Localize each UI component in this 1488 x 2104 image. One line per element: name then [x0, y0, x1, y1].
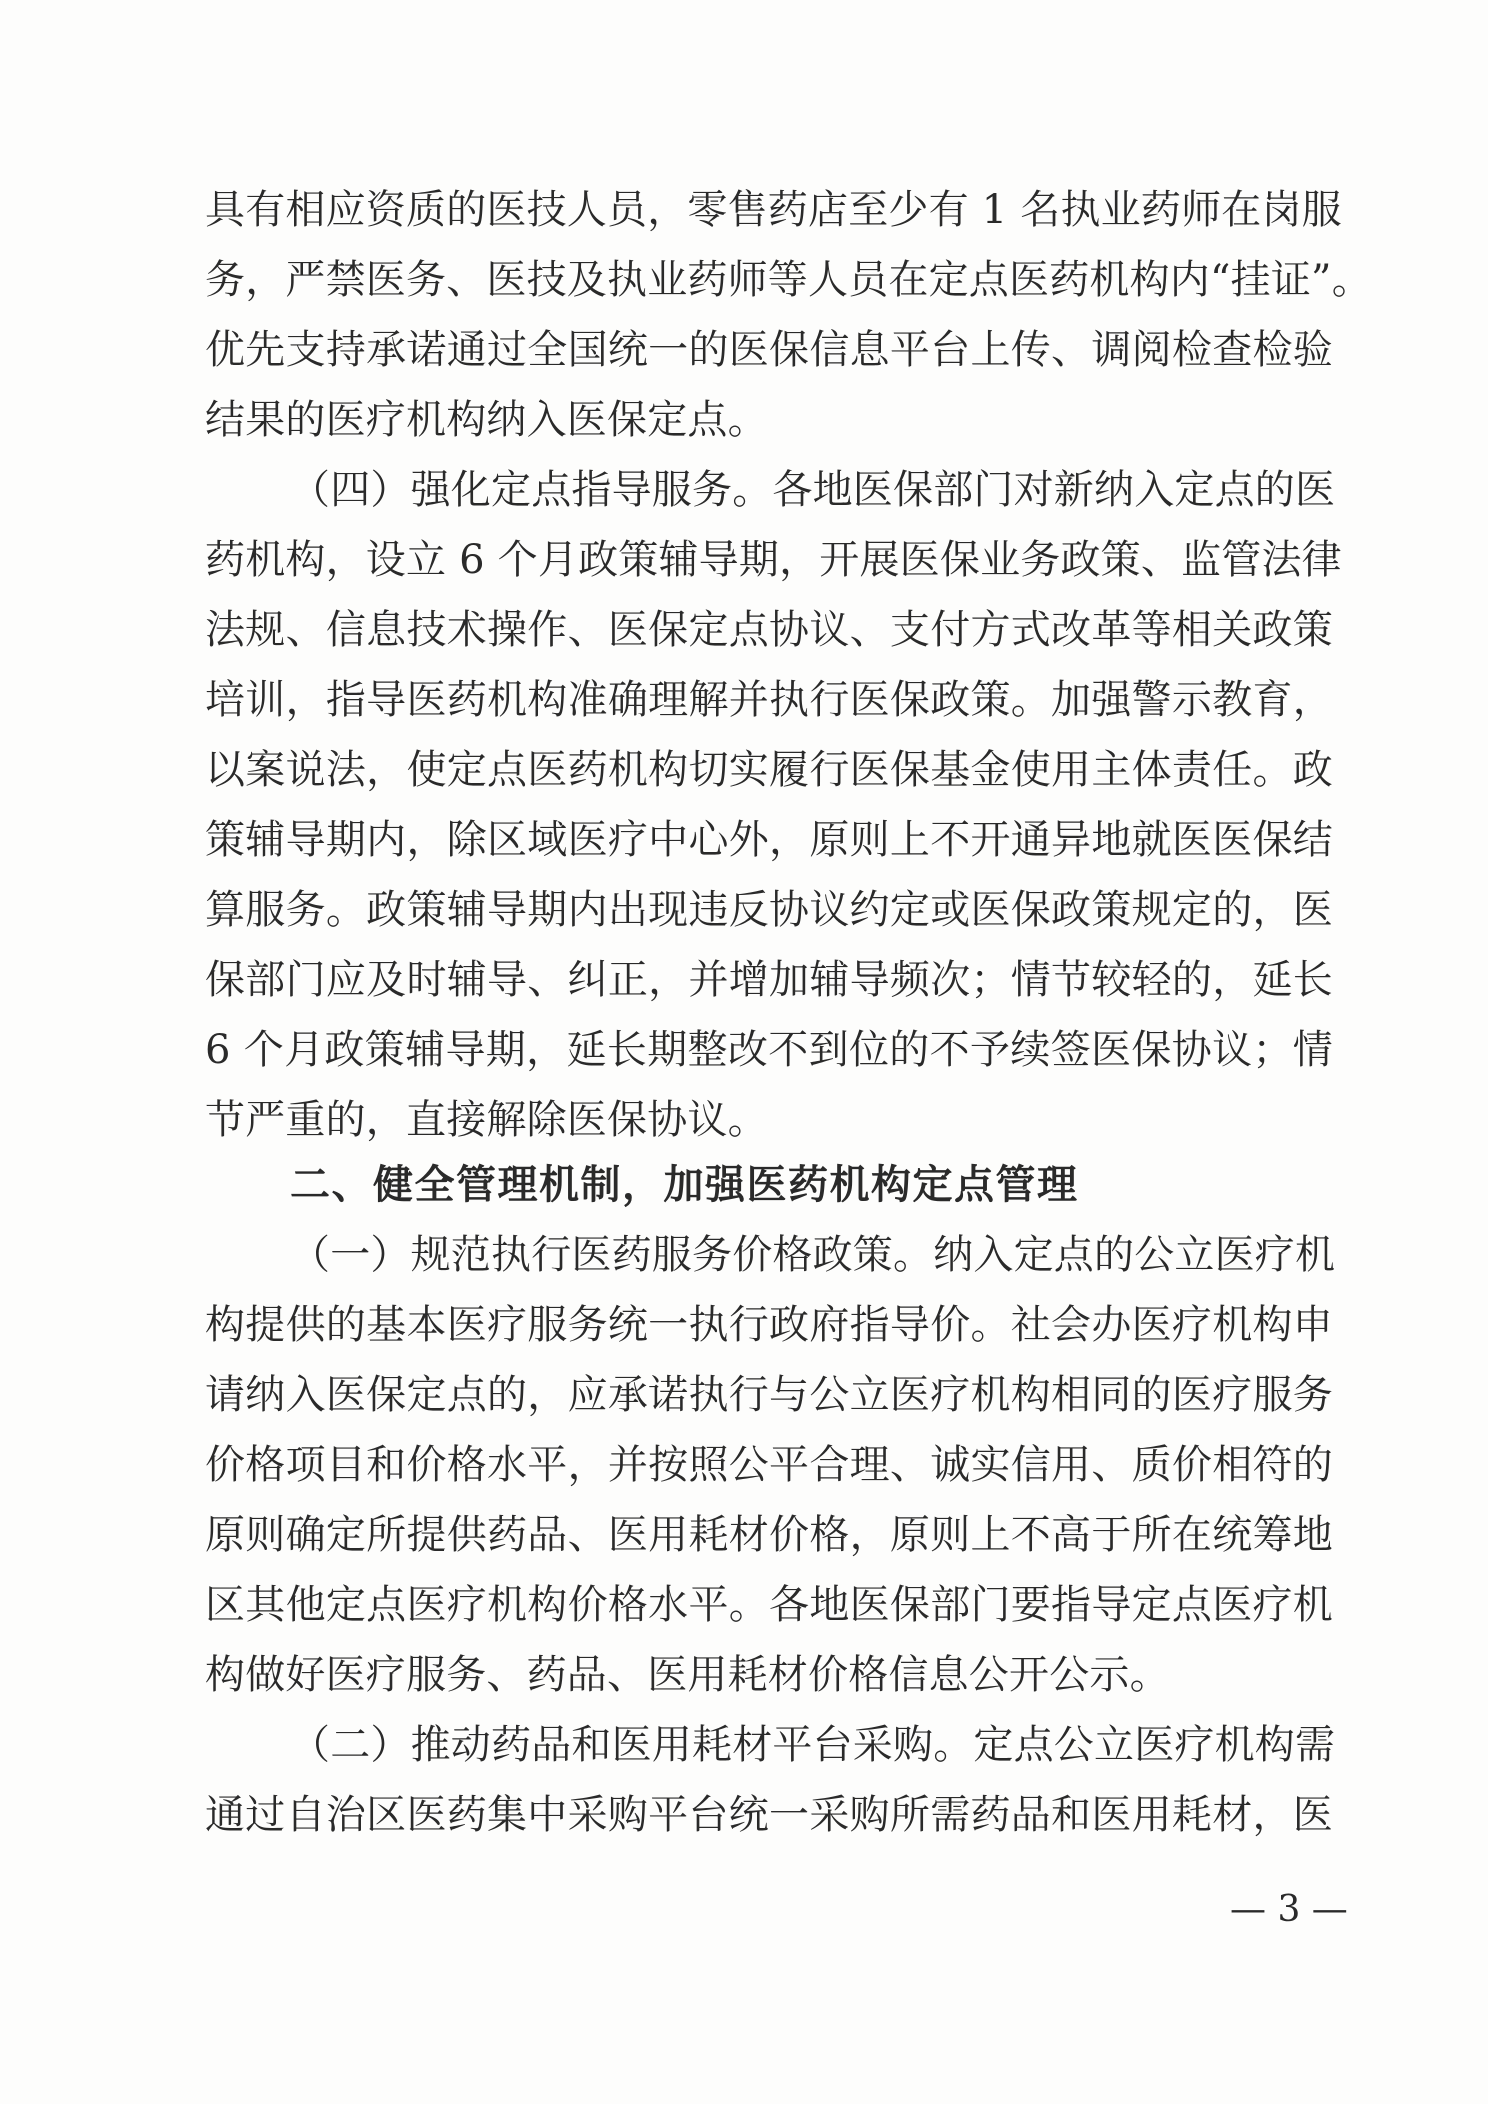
paragraph-line: 务，严禁医务、医技及执业药师等人员在定点医药机构内“挂证”。: [205, 257, 1372, 303]
paragraph-line: 策辅导期内，除区域医疗中心外，原则上不开通异地就医医保结: [205, 817, 1333, 863]
paragraph-line: 以案说法，使定点医药机构切实履行医保基金使用主体责任。政: [205, 747, 1333, 793]
paragraph-line: 优先支持承诺通过全国统一的医保信息平台上传、调阅检查检验: [205, 327, 1333, 373]
paragraph-line: 通过自治区医药集中采购平台统一采购所需药品和医用耗材，医: [205, 1792, 1333, 1838]
paragraph-line: 构做好医疗服务、药品、医用耗材价格信息公开公示。: [205, 1652, 1170, 1698]
paragraph-line: 节严重的，直接解除医保协议。: [205, 1097, 768, 1143]
page-number: — 3 —: [1230, 1889, 1348, 1930]
section-heading: 二、健全管理机制，加强医药机构定点管理: [290, 1162, 1079, 1208]
paragraph-line: 结果的医疗机构纳入医保定点。: [205, 397, 768, 443]
paragraph-line: 培训，指导医药机构准确理解并执行医保政策。加强警示教育，: [205, 677, 1333, 723]
paragraph-line: （二）推动药品和医用耗材平台采购。定点公立医疗机构需: [290, 1722, 1336, 1768]
paragraph-line: 价格项目和价格水平，并按照公平合理、诚实信用、质价相符的: [205, 1442, 1333, 1488]
paragraph-line: 算服务。政策辅导期内出现违反协议约定或医保政策规定的，医: [205, 887, 1333, 933]
paragraph-line: 法规、信息技术操作、医保定点协议、支付方式改革等相关政策: [205, 607, 1333, 653]
paragraph-line: 区其他定点医疗机构价格水平。各地医保部门要指导定点医疗机: [205, 1582, 1333, 1628]
paragraph-line: 具有相应资质的医技人员，零售药店至少有 1 名执业药师在岗服: [205, 187, 1342, 233]
paragraph-line: 原则确定所提供药品、医用耗材价格，原则上不高于所在统筹地: [205, 1512, 1333, 1558]
paragraph-line: （一）规范执行医药服务价格政策。纳入定点的公立医疗机: [290, 1232, 1336, 1278]
paragraph-line: 药机构，设立 6 个月政策辅导期，开展医保业务政策、监管法律: [205, 537, 1342, 583]
paragraph-line: 构提供的基本医疗服务统一执行政府指导价。社会办医疗机构申: [205, 1302, 1333, 1348]
paragraph-line: 保部门应及时辅导、纠正，并增加辅导频次；情节较轻的，延长: [205, 957, 1333, 1003]
paragraph-line: 请纳入医保定点的，应承诺执行与公立医疗机构相同的医疗服务: [205, 1372, 1333, 1418]
paragraph-line: 6 个月政策辅导期，延长期整改不到位的不予续签医保协议；情: [205, 1027, 1333, 1073]
paragraph-line: （四）强化定点指导服务。各地医保部门对新纳入定点的医: [290, 467, 1336, 513]
